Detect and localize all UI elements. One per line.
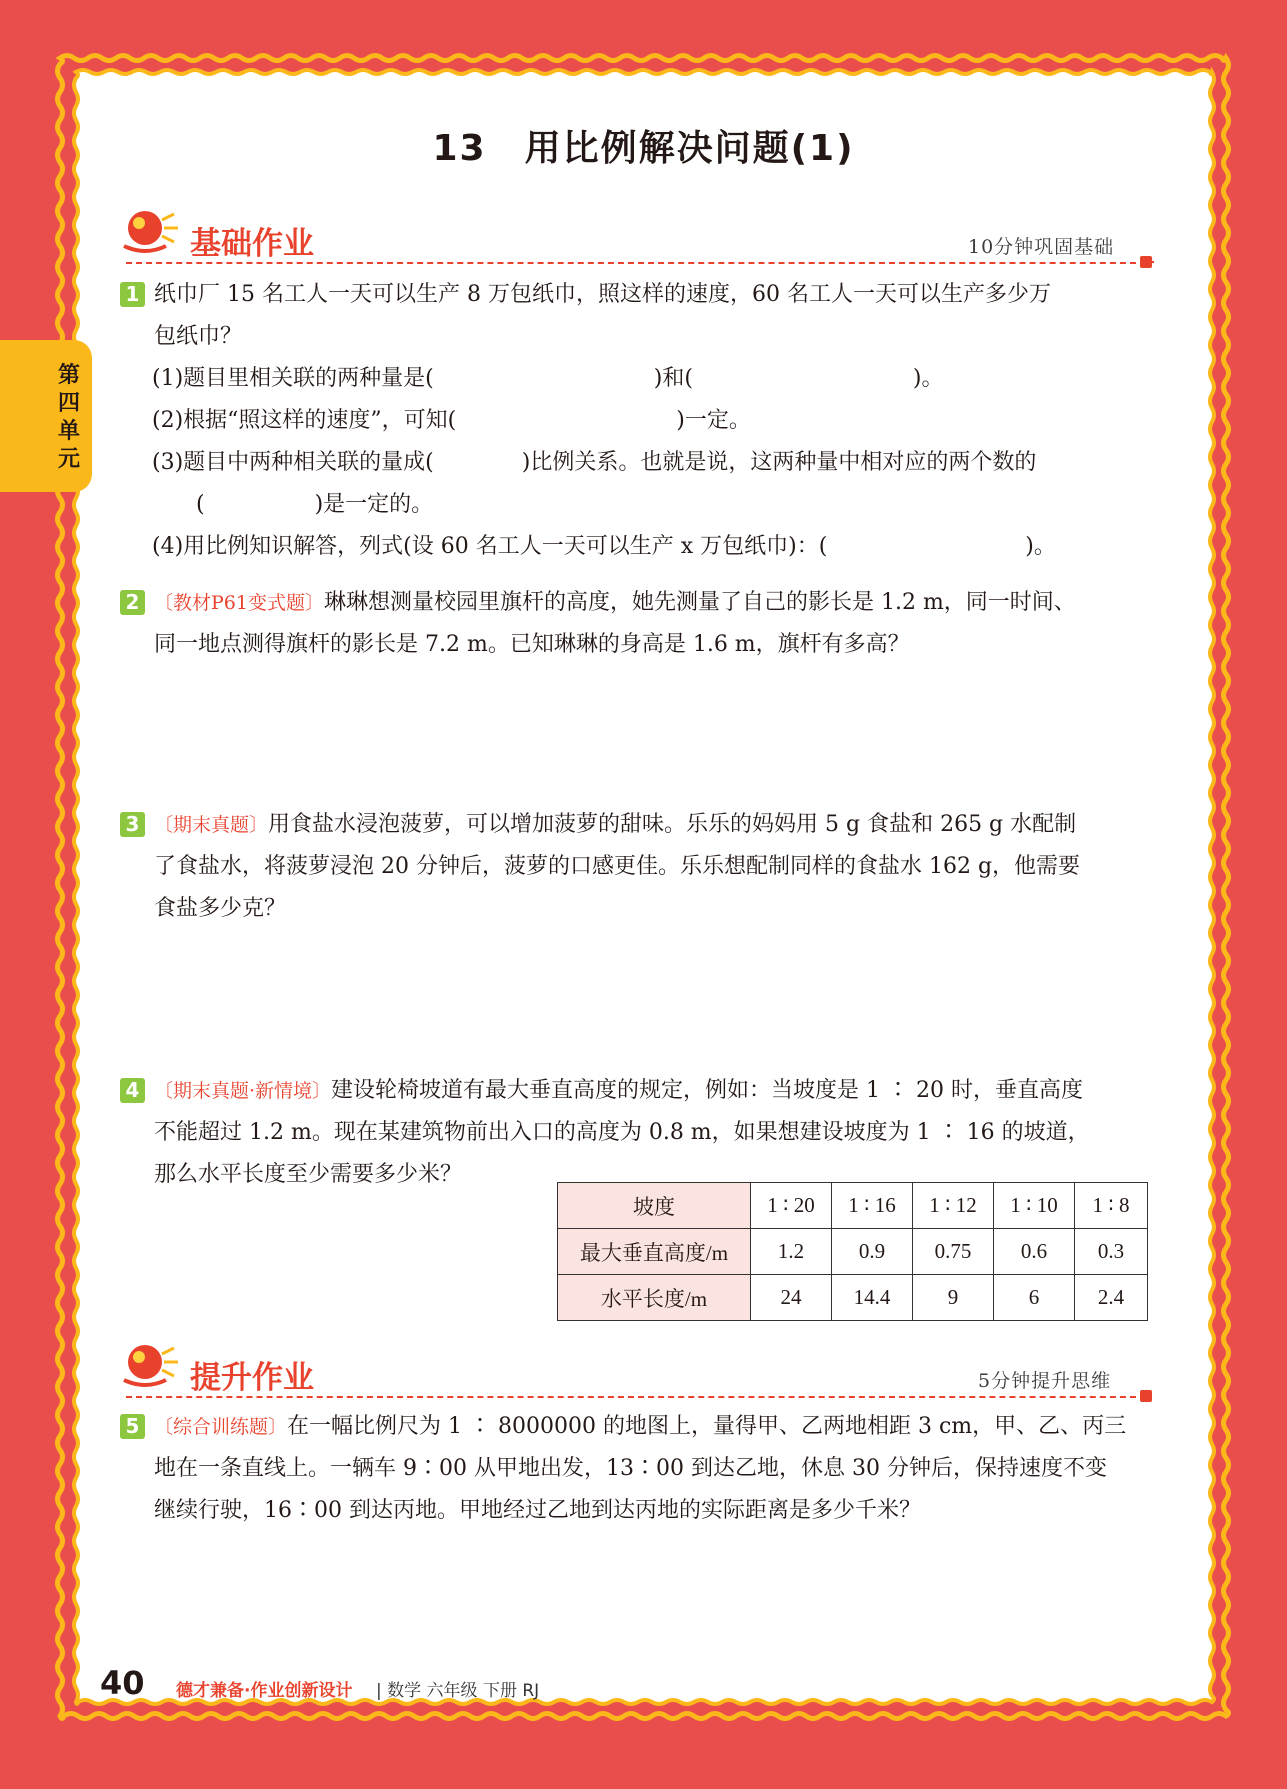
q1-line: 包纸巾？ [154, 324, 243, 349]
q1-part: (4)用比例知识解答，列式(设 60 名工人一天可以生产 x 万包纸巾)：( )。 [152, 534, 1056, 559]
q5-line: 地在一条直线上。一辆车 9∶00 从甲地出发，13∶00 到达乙地，休息 30 分钟后，保持速度不变 [154, 1456, 1107, 1481]
q1-part: (2)根据“照这样的速度”，可知( )一定。 [152, 408, 751, 433]
table-cell: 0.75 [913, 1229, 994, 1275]
question-number: 3 [120, 812, 145, 837]
question-tag: 〔教材P61变式题〕 [154, 592, 324, 614]
table-cell: 1 ∶ 20 [751, 1183, 832, 1229]
side-char: 四 [57, 391, 80, 416]
table-cell: 1 ∶ 16 [832, 1183, 913, 1229]
footer-info: | 数学 六年级 下册 RJ [376, 1681, 540, 1701]
q3-line: 用食盐水浸泡菠萝，可以增加菠萝的甜味。乐乐的妈妈用 5 g 食盐和 265 g 水配制 [268, 812, 1077, 837]
balloon-icon [118, 1340, 180, 1390]
table-cell: 0.9 [832, 1229, 913, 1275]
q4-line: 不能超过 1.2 m。现在某建筑物前出入口的高度为 0.8 m，如果想建设坡度为 1 ∶ 16 的坡道， [154, 1120, 1090, 1145]
side-char: 元 [57, 447, 80, 472]
q3-line: 食盐多少克？ [154, 896, 287, 921]
q4-line: 那么水平长度至少需要多少米？ [154, 1162, 463, 1187]
q2-line: 同一地点测得旗杆的影长是 7.2 m。已知琳琳的身高是 1.6 m，旗杆有多高？ [154, 632, 910, 657]
divider-end-square [1140, 256, 1152, 268]
table-cell: 坡度 [558, 1183, 751, 1229]
question-number: 2 [120, 590, 145, 615]
table-row [558, 1229, 1148, 1275]
table-cell: 0.3 [1075, 1229, 1148, 1275]
table-cell: 1 ∶ 8 [1075, 1183, 1148, 1229]
table-row [558, 1183, 1148, 1229]
table-cell: 9 [913, 1275, 994, 1321]
page-number: 40 [100, 1664, 145, 1702]
section-subtitle-basic: 10分钟巩固基础 [968, 236, 1115, 258]
table-cell: 水平长度/m [558, 1275, 751, 1321]
question-number: 1 [120, 282, 145, 307]
section-heading-basic: 基础作业 [190, 226, 314, 262]
question-number: 5 [120, 1414, 145, 1439]
table-cell: 14.4 [832, 1275, 913, 1321]
table-cell: 1 ∶ 10 [994, 1183, 1075, 1229]
q1-line: 纸巾厂 15 名工人一天可以生产 8 万包纸巾，照这样的速度，60 名工人一天可以生产多少万 [154, 282, 1051, 307]
table-cell: 0.6 [994, 1229, 1075, 1275]
table-row [558, 1275, 1148, 1321]
section-divider [126, 262, 1146, 264]
table-cell: 24 [751, 1275, 832, 1321]
balloon-icon [118, 206, 180, 256]
q5-line: 在一幅比例尺为 1 ∶ 8000000 的地图上，量得甲、乙两地相距 3 cm，甲、乙、丙三 [287, 1414, 1127, 1439]
table-cell: 1 ∶ 12 [913, 1183, 994, 1229]
q4-line: 建设轮椅坡道有最大垂直高度的规定，例如：当坡度是 1 ∶ 20 时，垂直高度 [331, 1078, 1084, 1103]
q5-line: 继续行驶，16∶00 到达丙地。甲地经过乙地到达丙地的实际距离是多少千米？ [154, 1498, 921, 1523]
question-tag: 〔期末真题·新情境〕 [154, 1080, 332, 1102]
q3-line: 了食盐水，将菠萝浸泡 20 分钟后，菠萝的口感更佳。乐乐想配制同样的食盐水 162 g，他需要 [154, 854, 1081, 879]
side-char: 第 [57, 363, 80, 388]
table-cell: 1.2 [751, 1229, 832, 1275]
question-tag: 〔期末真题〕 [154, 814, 269, 836]
section-subtitle-advanced: 5分钟提升思维 [978, 1370, 1112, 1392]
question-tag: 〔综合训练题〕 [154, 1416, 288, 1438]
q1-part: ( )是一定的。 [152, 492, 434, 517]
table-cell: 最大垂直高度/m [558, 1229, 751, 1275]
divider-end-square [1140, 1390, 1152, 1402]
section-heading-advanced: 提升作业 [190, 1360, 314, 1396]
unit-side-label [54, 362, 84, 474]
table-cell: 6 [994, 1275, 1075, 1321]
side-char: 单 [57, 419, 80, 444]
footer-brand: 德才兼备·作业创新设计 [176, 1681, 353, 1701]
question-number: 4 [120, 1078, 145, 1103]
slope-table [557, 1182, 1148, 1321]
section-divider [126, 1396, 1146, 1398]
q1-part: (1)题目里相关联的两种量是( )和( )。 [152, 366, 944, 391]
q1-part: (3)题目中两种相关联的量成( )比例关系。也就是说，这两种量中相对应的两个数的 [152, 450, 1037, 475]
q2-line: 琳琳想测量校园里旗杆的高度，她先测量了自己的影长是 1.2 m，同一时间、 [323, 590, 1076, 615]
page-title: 13 用比例解决问题(1) [432, 128, 855, 169]
table-cell: 2.4 [1075, 1275, 1148, 1321]
